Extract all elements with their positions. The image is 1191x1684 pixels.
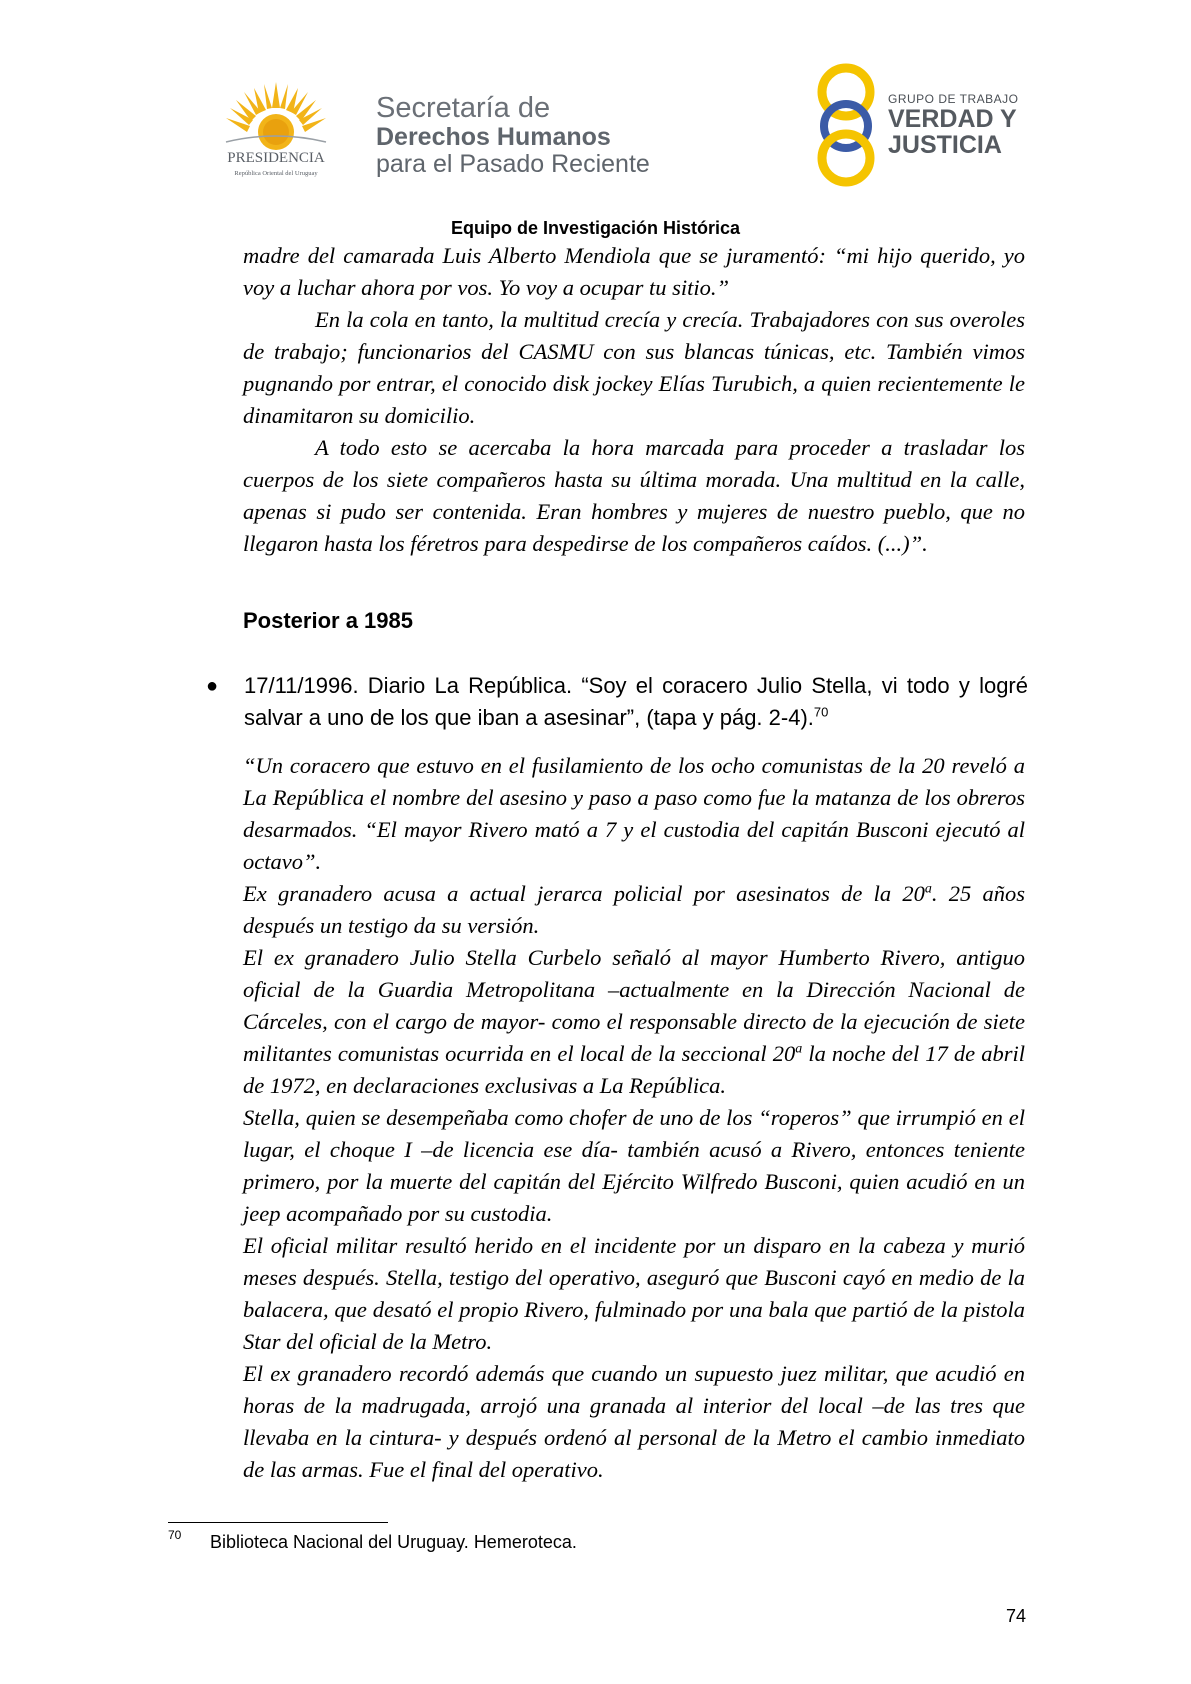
- quote-p3-text-b: la noche del 17 de abril de 1972, en declaraciones exclusivas a La República.: [243, 1041, 1025, 1098]
- quote-paragraph-6: El ex granadero recordó además que cuando un supuesto juez militar, que acudió en horas de la madrugada, arrojó una granada al interior del local –de las tres que llevaba en la cintura- y después ordenó al personal de la Metro el cambio inmediato de las armas. Fue el final del operativo.: [243, 1361, 1025, 1482]
- top-paragraphs: [243, 240, 1025, 560]
- paragraph-1: madre del camarada Luis Alberto Mendiola que se juramentó: “mi hijo querido, yo voy a luchar ahora por vos. Yo voy a ocupar tu sitio.”: [243, 243, 1025, 300]
- footnote-reference[interactable]: 70: [813, 704, 829, 720]
- secretaria-line-3: para el Pasado Reciente: [376, 150, 650, 178]
- page-number: 74: [1006, 1606, 1027, 1626]
- bullet-text: [244, 670, 1028, 734]
- paragraph-3: A todo esto se acercaba la hora marcada para proceder a trasladar los cuerpos de los siete compañeros hasta su última morada. Una multitud en la calle, apenas si pudo ser contenida. Eran hombres y mujeres de nuestro pueblo, que no llegaron hasta los féretros para despedirse de los compañeros caídos. (...)”.: [243, 435, 1025, 556]
- grupo-trabajo-title: [888, 92, 1018, 158]
- bullet-item: [206, 670, 1028, 734]
- grupo-line-2: VERDAD Y: [888, 105, 1017, 133]
- quote-p2-text-a: Ex granadero acusa a actual jerarca policial por asesinatos de la 20: [243, 881, 925, 906]
- quote-paragraph-1: “Un coracero que estuvo en el fusilamiento de los ocho comunistas de la 20 reveló a La República el nombre del asesino y paso a paso como fue la matanza de los obreros desarmados. “El mayor Rivero mató a 7 y el custodia del capitán Busconi ejecutó al octavo”.: [243, 753, 1025, 874]
- secretaria-line-1: Secretaría de: [376, 92, 551, 124]
- footnote-text: Biblioteca Nacional del Uruguay. Hemeroteca.: [210, 1532, 577, 1552]
- section-heading: Posterior a 1985: [243, 608, 413, 633]
- quote-paragraph-5: El oficial militar resultó herido en el incidente por un disparo en la cabeza y murió meses después. Stella, testigo del operativo, aseguró que Busconi cayó en medio de la balacera, que desató el propio Rivero, fulminado por una bala que partió de la pistola Star del oficial de la Metro.: [243, 1233, 1025, 1354]
- quote-block: [243, 750, 1025, 1486]
- footnote-divider: [168, 1522, 388, 1523]
- quote-p3-sup: a: [795, 1041, 803, 1057]
- quote-paragraph-3: [243, 942, 1025, 1102]
- presidencia-logo-subtext: República Oriental del Uruguay: [234, 170, 318, 177]
- presidencia-logo: [196, 80, 356, 180]
- quote-paragraph-4: Stella, quien se desempeñaba como chofer de uno de los “roperos” que irrumpió en el lugar, el choque I –de licencia ese día- también acusó a Rivero, entonces teniente primero, por la muerte del capitán del Ejército Wilfredo Busconi, quien acudió en un jeep acompañado por su custodia.: [243, 1105, 1025, 1226]
- sun-emblem-icon: [226, 82, 326, 150]
- quote-paragraph-2: [243, 878, 1025, 942]
- bullet-icon: ●: [206, 675, 219, 697]
- presidencia-logo-text: PRESIDENCIA: [227, 150, 325, 166]
- team-heading: Equipo de Investigación Histórica: [450, 218, 741, 238]
- quote-p3-text-a: El ex granadero Julio Stella Curbelo señaló al mayor Humberto Rivero, antiguo oficial de la Guardia Metropolitana –actualmente en la Dirección Nacional de Cárceles, con el cargo de mayor- como el responsable directo de la ejecución de siete militantes comunistas ocurrida en el local de la seccional 20: [243, 945, 1025, 1066]
- footnote-number: 70: [168, 1528, 182, 1542]
- paragraph-2: En la cola en tanto, la multitud crecía y crecía. Trabajadores con sus overoles de trabajo; funcionarios del CASMU con sus blancas túnicas, etc. También vimos pugnando por entrar, el conocido disk jockey Elías Turubich, a quien recientemente le dinamitaron su domicilio.: [243, 307, 1025, 428]
- grupo-line-3: JUSTICIA: [888, 131, 1002, 159]
- secretaria-line-2: Derechos Humanos: [376, 123, 611, 151]
- grupo-line-1: GRUPO DE TRABAJO: [888, 92, 1019, 106]
- quote-p2-text-b: . 25 años después un testigo da su versión.: [243, 881, 1025, 938]
- secretaria-title: [376, 92, 650, 178]
- bullet-content: 17/11/1996. Diario La República. “Soy el coracero Julio Stella, vi todo y logré salvar a uno de los que iban a asesinar”, (tapa y pág. 2-4).: [244, 673, 1028, 730]
- quote-p2-sup: a: [924, 881, 932, 897]
